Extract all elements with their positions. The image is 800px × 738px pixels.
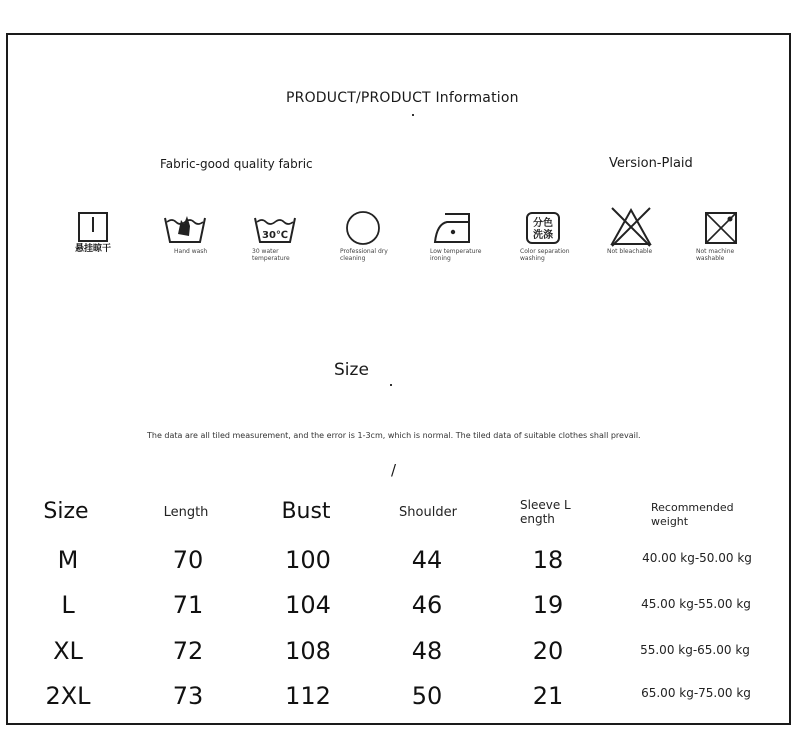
- svg-text:分色: 分色: [533, 218, 553, 229]
- care-item-hand-wash: [150, 210, 220, 255]
- care-label: Not bleachable: [607, 248, 653, 255]
- care-item-no-machine-wash: [686, 210, 756, 262]
- care-item-low-iron: [418, 210, 488, 262]
- low-iron-icon: [431, 210, 475, 246]
- hang-dry-icon: [76, 210, 110, 244]
- care-item-dry-clean: [328, 210, 398, 262]
- no-bleach-icon: [608, 204, 654, 248]
- header-recommended-weight: Recommended weight: [651, 501, 734, 528]
- cell-bust: 112: [285, 682, 331, 710]
- care-label: Low temperature ironing: [430, 248, 482, 262]
- header-sleeve-length: Sleeve L ength: [520, 498, 571, 526]
- cell-sleeve: 18: [532, 546, 564, 574]
- cell-size: 2XL: [45, 682, 91, 710]
- care-item-no-bleach: [596, 210, 666, 255]
- header-bust: Bust: [281, 499, 331, 524]
- cell-size: L: [61, 591, 75, 619]
- care-label: Hand wash: [174, 248, 208, 255]
- care-item-hang-dry: [58, 210, 128, 253]
- header-size: Size: [43, 499, 89, 524]
- page-title: PRODUCT/PRODUCT Information: [286, 90, 519, 106]
- care-label: 悬挂晾干: [74, 244, 111, 254]
- cell-size: M: [57, 546, 79, 574]
- care-label: 30 water temperature: [252, 248, 290, 262]
- size-section-title: Size: [334, 360, 369, 380]
- svg-text:洗涤: 洗涤: [533, 230, 553, 241]
- wash-30-glyph: 30℃: [261, 230, 289, 241]
- wash-30-icon: [252, 210, 298, 246]
- measurement-note: The data are all tiled measurement, and the error is 1-3cm, which is normal. The tiled data of suitable clothes shall prevail.: [147, 431, 641, 440]
- separate-wash-icon: [524, 210, 562, 246]
- cell-bust: 108: [285, 637, 331, 665]
- cell-length: 70: [172, 546, 204, 574]
- cell-length: 72: [172, 637, 204, 665]
- version-label: Version-Plaid: [609, 156, 693, 171]
- cell-weight: 65.00 kg-75.00 kg: [641, 686, 751, 700]
- cell-length: 71: [172, 591, 204, 619]
- header-length: Length: [163, 505, 209, 520]
- divider-slash: /: [391, 461, 397, 479]
- care-label: Professional dry cleaning: [340, 248, 388, 262]
- care-label: Color separation washing: [520, 248, 570, 262]
- care-label: Not machine washable: [696, 248, 735, 262]
- cell-shoulder: 50: [411, 682, 443, 710]
- decorative-dot: [390, 384, 392, 386]
- cell-shoulder: 48: [411, 637, 443, 665]
- care-item-separate-wash: [508, 210, 578, 262]
- cell-shoulder: 46: [411, 591, 443, 619]
- cell-bust: 100: [285, 546, 331, 574]
- content-frame: [6, 33, 791, 725]
- decorative-dot: [412, 114, 414, 116]
- cell-shoulder: 44: [411, 546, 443, 574]
- cell-size: XL: [53, 637, 83, 665]
- cell-weight: 55.00 kg-65.00 kg: [640, 643, 750, 657]
- fabric-label: Fabric-good quality fabric: [160, 157, 313, 171]
- header-shoulder: Shoulder: [399, 505, 457, 520]
- cell-weight: 45.00 kg-55.00 kg: [641, 597, 751, 611]
- cell-length: 73: [172, 682, 204, 710]
- dry-clean-icon: [344, 210, 382, 246]
- cell-sleeve: 21: [532, 682, 564, 710]
- no-machine-wash-icon: [702, 210, 740, 246]
- cell-bust: 104: [285, 591, 331, 619]
- care-item-wash-30: [240, 210, 310, 262]
- cell-sleeve: 19: [532, 591, 564, 619]
- hand-wash-icon: [162, 210, 208, 246]
- cell-weight: 40.00 kg-50.00 kg: [642, 551, 752, 565]
- cell-sleeve: 20: [532, 637, 564, 665]
